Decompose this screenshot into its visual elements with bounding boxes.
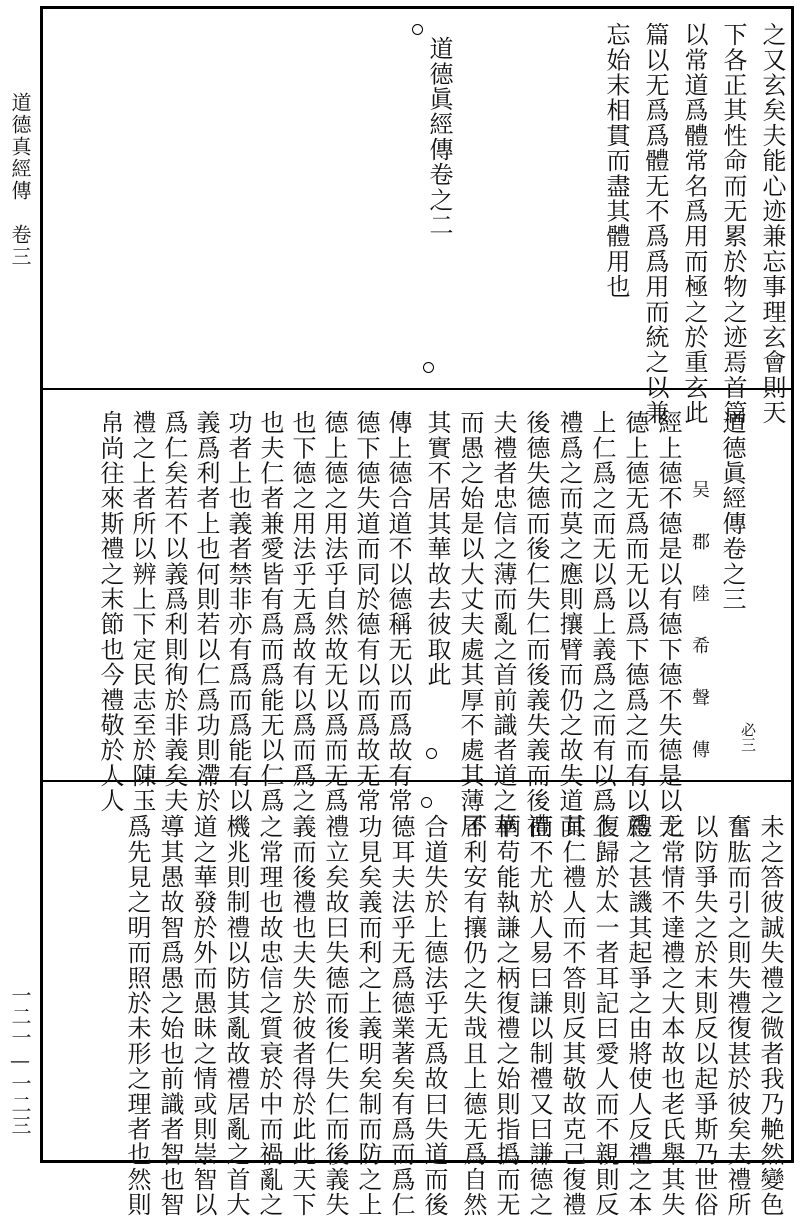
text-column: 功者上也義者禁非亦有爲而爲能有以 <box>224 410 252 814</box>
text-column: 爲先見之明而照於未形之理者也然則 <box>123 814 151 1217</box>
text-column: 禮立矣故曰失德而後仁失仁而後義失 <box>321 814 349 1217</box>
circle-mark <box>423 362 434 373</box>
author-line: 吴 郡 陸 希 聲 傳 <box>689 480 710 766</box>
text-column: 復歸於太一者耳記曰愛人而不親則反 <box>591 814 619 1217</box>
text-column: 不利安有攘仍之失哉且上德无爲自然 <box>459 814 487 1217</box>
text-column: 合道失於上德法乎无爲故曰失道而後 <box>420 814 448 1217</box>
circle-mark <box>421 797 432 808</box>
margin-page-numbers: 一二一—一二三 <box>8 985 32 1136</box>
text-column: 夫禮者忠信之薄而亂之首前識者道之華 <box>489 410 517 839</box>
text-column: 爲仁矣若不以義爲利則徇於非義矣夫 <box>160 410 188 814</box>
text-column: 忘始末相貫而盡其體用也 <box>602 22 630 300</box>
volume-end-title: 道德眞經傳卷之二 <box>425 36 453 238</box>
text-column: 之又玄矣夫能心迹兼忘事理玄會則天 <box>758 22 786 426</box>
text-column: 柄苟能執謙之柄復禮之始則指撝而无 <box>492 814 520 1217</box>
text-column: 也下德之用法乎无爲故有以爲而爲之 <box>288 410 316 814</box>
margin-book-title: 道德真經傳 卷三 <box>8 92 32 268</box>
text-column: 德下德失道而同於德有以而爲故无常 <box>352 410 380 814</box>
text-column: 德上德之用法乎自然故无以爲而无爲 <box>320 410 348 814</box>
text-column: 義而後禮也夫失於彼者得於此此天下 <box>288 814 316 1217</box>
text-column: 也夫仁者兼愛皆有爲而爲能无以仁爲 <box>256 410 284 814</box>
text-column: 下各正其性命而无累於物之迹焉首篇 <box>719 22 747 426</box>
text-column: 其仁禮人而不答則反其敬故克己復禮 <box>558 814 586 1217</box>
text-column: 德上德无爲而无以爲下德爲之而有以爲 <box>621 410 649 839</box>
text-column: 導其愚故智爲愚之始也前識者智也智 <box>156 814 184 1217</box>
text-column: 未之答彼誠失禮之微者我乃艴然變色 <box>756 814 784 1217</box>
text-column: 功見矣義而利之上義明矣制而防之上 <box>354 814 382 1217</box>
text-column: 以防爭失之於末則反以起爭斯乃世俗 <box>690 814 718 1217</box>
text-column: 篇以无爲爲體无不爲爲用而統之以兼 <box>641 22 669 426</box>
text-column: 之常理也故忠信之質衰於中而禍亂之 <box>255 814 283 1217</box>
text-column: 禮之甚譏其起爭之由將使人反禮之本 <box>624 814 652 1217</box>
text-column: 後德失德而後仁失仁而後義失義而後禮 <box>522 410 550 839</box>
text-column: 以常道爲體常名爲用而極之於重玄此 <box>680 22 708 426</box>
volume-title: 道德眞經傳卷之三 <box>718 410 746 612</box>
text-column: 之常情不達禮之大本故也老氏舉其失 <box>657 814 685 1217</box>
text-column: 經上德不德是以有德下德不失德是以无 <box>654 410 682 839</box>
text-column: 德耳夫法乎无爲德業著矣有爲而爲仁 <box>387 814 415 1217</box>
text-column: 義爲利者上也何則若以仁爲功則滯於 <box>192 410 220 814</box>
text-column: 其實不居其華故去彼取此 <box>423 410 451 688</box>
text-column: 傳上德合道不以德稱无以而爲故有常 <box>384 410 412 814</box>
folio-number: 必三 <box>739 722 757 752</box>
text-column: 而不尤於人易曰謙以制禮又曰謙德之 <box>525 814 553 1217</box>
text-column: 奮肱而引之則失禮復甚於彼矣夫禮所 <box>723 814 751 1217</box>
text-column: 禮爲之而莫之應則攘臂而仍之故失道而 <box>555 410 583 839</box>
text-column: 禮之上者所以辨上下定民志至於陳玉 <box>128 410 156 814</box>
circle-mark <box>412 24 423 35</box>
text-column: 帛尚往來斯禮之末節也今禮敬於人人 <box>96 410 124 814</box>
circle-mark <box>426 748 437 759</box>
text-column: 上仁爲之而无以爲上義爲之而有以爲上 <box>588 410 616 839</box>
text-column: 機兆則制禮以防其亂故禮居亂之首大 <box>222 814 250 1217</box>
text-column: 而愚之始是以大丈夫處其厚不處其薄居 <box>456 410 484 839</box>
text-column: 道之華發於外而愚昧之情或則崇智以 <box>189 814 217 1217</box>
